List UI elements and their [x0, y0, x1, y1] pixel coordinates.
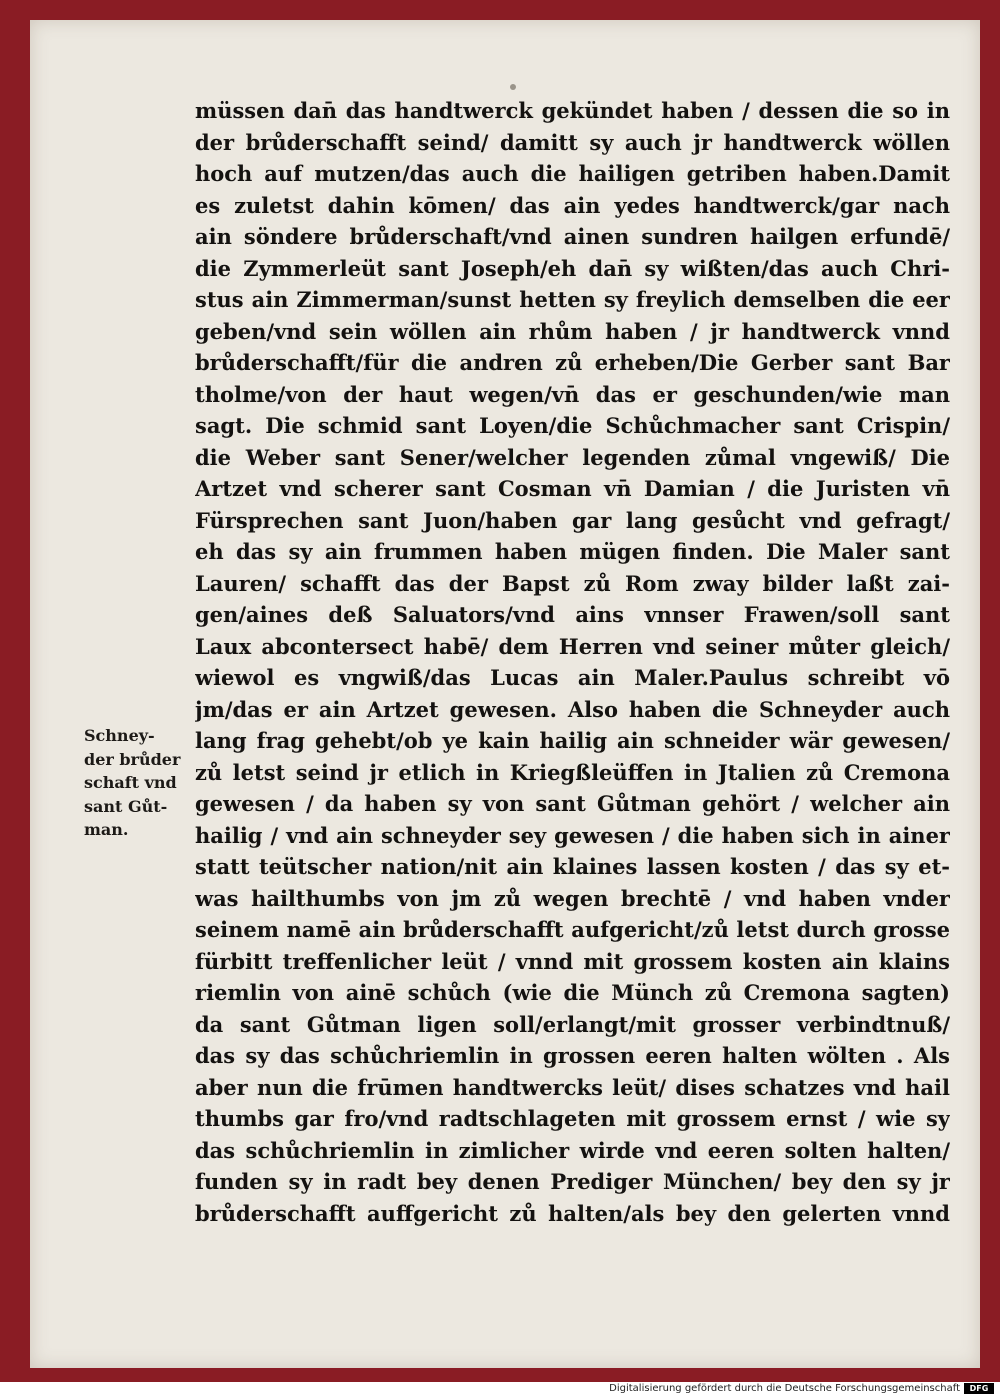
funding-credit: Digitalisierung gefördert durch die Deutsche Forschungsgemeinschaft	[609, 1383, 960, 1394]
text-line: tholme/von der haut wegen/vn̄ das er geschunden/wie man	[195, 381, 950, 407]
text-line: da sant Gůtman ligen soll/erlangt/mit grosser verbindtnuß/	[195, 1011, 950, 1037]
text-line: müssen dan̄ das handtwerck gekündet haben / dessen die so in	[195, 98, 950, 123]
text-line: brůderschafft/für die andren zů erheben/Die Gerber sant Bar	[195, 350, 950, 375]
text-line: die Weber sant Sener/welcher legenden zůmal vngewiß/ Die	[195, 444, 950, 470]
text-line: hailig / vnd ain schneyder sey gewesen / die haben sich in ainer	[195, 822, 950, 848]
text-line: Laux abcontersect habē/ dem Herren vnd seiner můter gleich/	[195, 633, 950, 659]
text-line: der brůderschafft seind/ damitt sy auch jr handtwerck wöllen	[195, 129, 950, 155]
text-line: zů letst seind jr etlich in Kriegßleüffen in Jtalien zů Cremona	[195, 759, 950, 785]
text-line: ain söndere brůderschaft/vnd ainen sundren hailgen erfundē/	[195, 224, 950, 249]
page-mark	[510, 84, 516, 90]
text-line: hoch auf mutzen/das auch die hailigen getriben haben.Damit	[195, 161, 950, 186]
text-line: jm/das er ain Artzet gewesen. Also haben die Schneyder auch	[195, 696, 950, 722]
text-line: geben/vnd sein wöllen ain rhům haben / jr handtwerck vnnd	[195, 318, 950, 344]
text-line: Lauren/ schafft das der Bapst zů Rom zway bilder laßt zai-	[195, 570, 950, 596]
marginal-note-line: der brůder	[84, 749, 181, 769]
text-line: Fürsprechen sant Juon/haben gar lang gesůcht vnd gefragt/	[195, 507, 950, 533]
text-line: das sy das schůchriemlin in grossen eeren halten wölten . Als	[195, 1043, 950, 1068]
text-line: thumbs gar fro/vnd radtschlageten mit grossem ernst / wie sy	[195, 1106, 950, 1131]
text-line: es zuletst dahin kōmen/ das ain yedes handtwerck/gar nach	[195, 192, 950, 218]
text-line: stus ain Zimmerman/sunst hetten sy freylich demselben die eer	[195, 287, 950, 312]
marginal-note-line: man.	[84, 820, 129, 839]
text-line: eh das sy ain frummen haben mügen finden. Die Maler sant	[195, 539, 950, 564]
dfg-logo: DFG	[964, 1383, 994, 1394]
marginal-note	[84, 724, 194, 842]
text-line: fürbitt treffenlicher leüt / vnnd mit grossem kosten ain klains	[195, 948, 950, 974]
text-line: brůderschafft auffgericht zů halten/als bey den gelerten vnnd	[195, 1200, 950, 1226]
text-line: gewesen / da haben sy von sant Gůtman gehört / welcher ain	[195, 791, 950, 816]
text-line: gen/aines deß Saluators/vnd ains vnnser Frawen/soll sant	[195, 602, 950, 627]
text-line: statt teütscher nation/nit ain klaines lassen kosten / das sy et-	[195, 854, 950, 879]
text-line: die Zymmerleüt sant Joseph/eh dan̄ sy wißten/das auch Chri-	[195, 255, 950, 281]
text-line: aber nun die frūmen handtwercks leüt/ dises schatzes vnd hail	[195, 1074, 950, 1100]
text-line: wiewol es vngwiß/das Lucas ain Maler.Paulus schreibt vō	[195, 665, 950, 690]
text-line: Artzet vnd scherer sant Cosman vn̄ Damian / die Juristen vn̄	[195, 476, 950, 501]
marginal-note-line: sant Gůt-	[84, 796, 168, 816]
marginal-note-line: Schney-	[84, 726, 155, 745]
text-line: seinem namē ain brůderschafft aufgericht/zů letst durch grosse	[195, 917, 950, 942]
text-line: sagt. Die schmid sant Loyen/die Schůchmacher sant Crispin/	[195, 413, 950, 438]
body-text	[195, 95, 950, 1229]
text-line: funden sy in radt bey denen Prediger München/ bey den sy jr	[195, 1169, 950, 1194]
text-line: das schůchriemlin in zimlicher wirde vnd eeren solten halten/	[195, 1137, 950, 1163]
text-line: lang frag gehebt/ob ye kain hailig ain schneider wär gewesen/	[195, 728, 950, 753]
footer-bar	[0, 1382, 1000, 1395]
text-line: was hailthumbs von jm zů wegen brechtē / vnd haben vnder	[195, 885, 950, 911]
text-line: riemlin von ainē schůch (wie die Münch zů Cremona sagten)	[195, 980, 950, 1005]
marginal-note-line: schaft vnd	[84, 773, 177, 792]
